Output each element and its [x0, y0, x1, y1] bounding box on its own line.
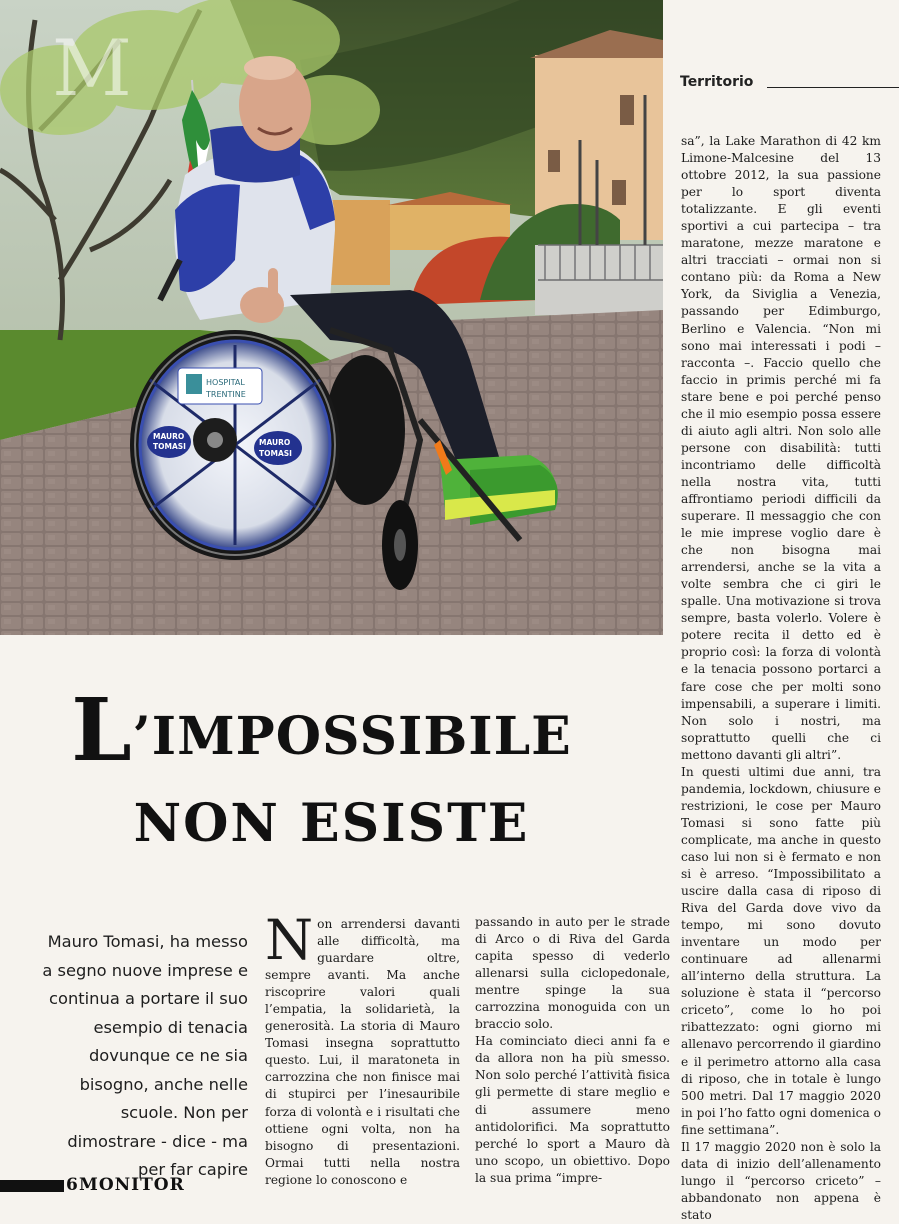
- column-2-paragraph-2: Ha cominciato dieci anni fa e da allora non ha più smesso. Non solo perché l’attività fisica gli permette di stare meglio e di assumere meno antidolorifici. Ma soprattutto perché lo sport a Mauro dà uno scopo, un obiettivo. Dopo la sua prima “impre-: [475, 1034, 670, 1185]
- column-3-paragraph-1: sa”, la Lake Marathon di 42 km Limone-Malcesine del 13 ottobre 2012, la sua passione per lo sport diventa totalizzante. E gli eventi sportivi a cui partecipa – tra maratone, mezze maratone e altri tracciati – ormai non si contano più: da Roma a New York, da Siviglia a Venezia, passando per Edimburgo, Berlino e Valencia. “Non mi sono mai interessati i podi – racconta –. Faccio quello che faccio in primis perché mi fa stare bene e poi perché penso che il mio esempio possa essere di aiuto agli altri. Non solo alle persone con disabilità: tutti incontriamo delle difficoltà nella nostra vita, tutti affrontiamo periodi difficili da superare. Il messaggio che con le mie imprese voglio dare è che non bisogna mai arrendersi, anche se la vita a volte sembra che ci giri le spalle. Una motivazione si trova sempre, basta volerlo. Volere è potere recita il detto ed è proprio così: la forza di volontà e la tenacia possono portarci a fare cose che per molti sono impensabili, a superare i limiti. Non solo i nostri, ma soprattutto quelli che ci mettono davanti gli altri”.: [681, 134, 881, 762]
- column-3-paragraph-2: In questi ultimi due anni, tra pandemia, lockdown, chiusure e restrizioni, le cose per Mauro Tomasi si sono fatte più complicate, ma anche in questo caso lui non si è fermato e non si è arreso. “Impossibilitato a uscire dalla casa di riposo di Riva del Garda dove vivo da tempo, mi sono dovuto inventare un modo per continuare ad allenarmi all’interno della struttura. La soluzione è stata il “percorso criceto”, come lo ho poi ribattezzato: ogni giorno mi allenavo percorrendo il giardino e il perimetro attorno alla casa di riposo, che in totale è lungo 500 metri. Dal 17 maggio 2020 in poi l’ho fatto ogni domenica o fine settimana”.: [681, 764, 881, 1137]
- drop-cap: N: [265, 908, 314, 972]
- standfirst: Mauro Tomasi, ha messo a segno nuove imprese e continua a portare il suo esempio di tenacia dovunque ce ne sia bisogno, anche nelle scuole. Non per dimostrare - dice - ma per far capire: [42, 932, 248, 1179]
- wheel-text-left-1: MAURO: [153, 432, 185, 441]
- wheel-text-top-2: TRENTINE: [206, 390, 246, 399]
- watermark-letter: M: [52, 24, 132, 114]
- column-1-text: on arrendersi davanti alle difficoltà, ma guardare oltre, sempre avanti. Ma anche riscoprire valori quali l’empatia, la solidarietà, la generosità. La storia di Mauro Tomasi insegna soprattutto questo. Lui, il maratoneta in carrozzina che non finisce mai di stupirci per l’inesauribile forza di volontà e i risultati che ottiene ogni volta, non ha bisogno di presentazioni. Ormai tutti nella nostra regione lo conoscono e: [265, 917, 460, 1187]
- headline-line-2: NON ESISTE: [133, 793, 530, 854]
- column-3-paragraph-3: Il 17 maggio 2020 non è solo la data di inizio dell’allenamento lungo il “percorso criceto” – abbandonato non appena è stato: [681, 1139, 881, 1222]
- wheel-text-top-1: HOSPITAL: [206, 378, 245, 387]
- headline: [0, 680, 663, 854]
- headline-initial: L: [71, 680, 133, 781]
- footer-bar: [0, 1180, 64, 1192]
- wheel-text-left-2: TOMASI: [153, 442, 186, 451]
- column-1-paragraph: [265, 908, 460, 1189]
- section-label: Territorio: [680, 74, 754, 90]
- article-column-1: [265, 908, 460, 1189]
- column-2-paragraph-1: passando in auto per le strade di Arco o di Riva del Garda capita spesso di vederlo allenarsi sulla ciclopedonale, mentre spinge la sua carrozzina monoguida con un braccio solo.: [475, 915, 670, 1032]
- headline-line-1: [0, 680, 663, 781]
- magazine-name: MONITOR: [79, 1175, 185, 1195]
- section-rule: [767, 87, 899, 88]
- article-column-3: [681, 133, 881, 1224]
- headline-line-1-rest: ’IMPOSSIBILE: [132, 706, 572, 767]
- cover-photo: [0, 0, 663, 635]
- article-column-2: [475, 914, 670, 1187]
- page-number: 6: [66, 1175, 78, 1195]
- wheel-text-right-2: TOMASI: [259, 449, 292, 458]
- wheel-text-right-1: MAURO: [259, 438, 291, 447]
